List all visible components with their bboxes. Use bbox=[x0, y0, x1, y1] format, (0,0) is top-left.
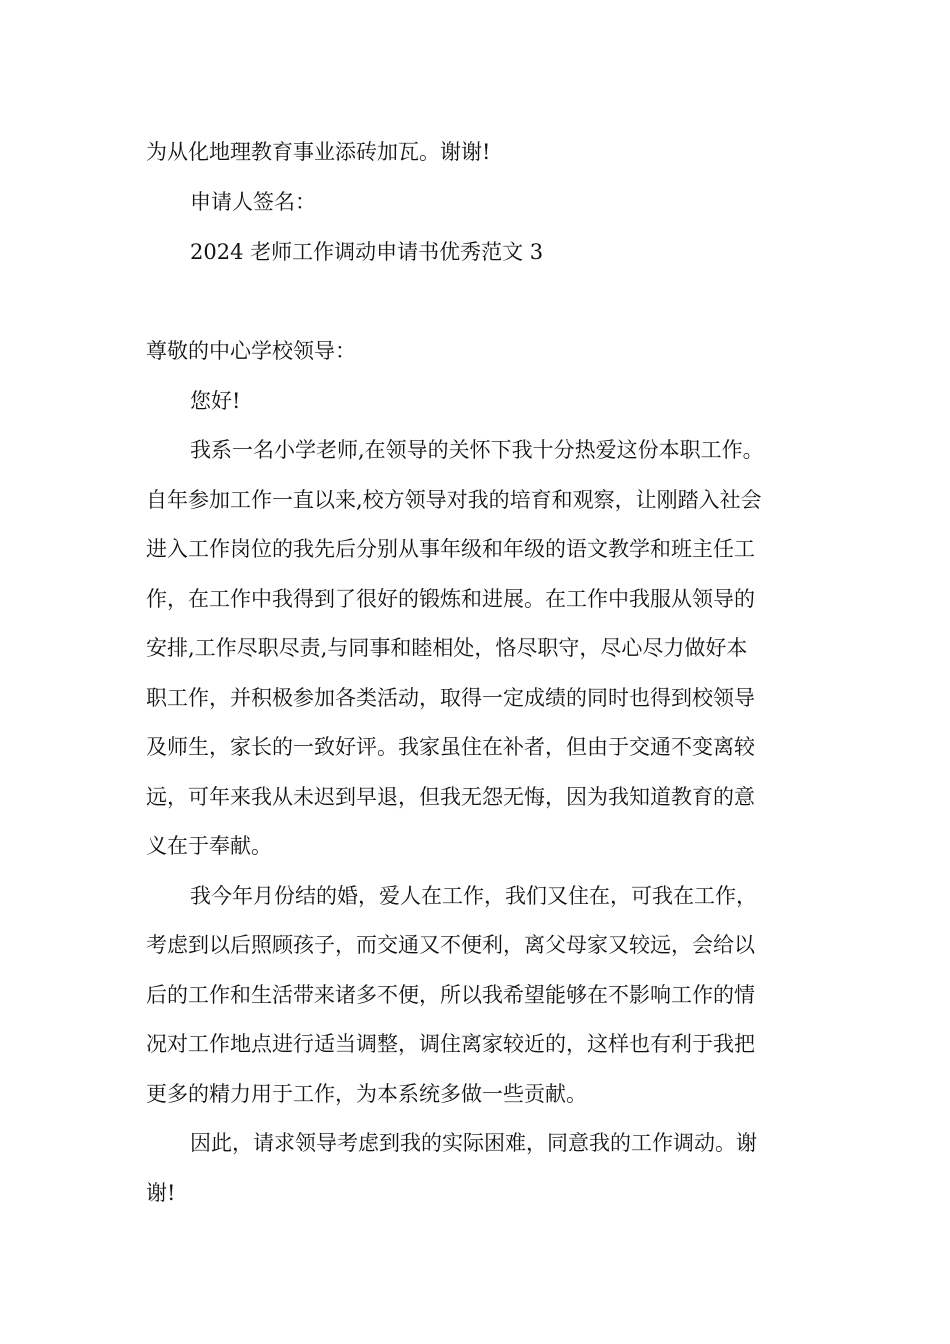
body-line: 考虑到以后照顾孩子，而交通又不便利，离父母家又较远，会给以 bbox=[146, 933, 755, 957]
greeting: 您好! bbox=[190, 389, 241, 413]
body-line: 因此，请求领导考虑到我的实际困难，同意我的工作调动。谢 bbox=[190, 1131, 757, 1155]
body-line: 况对工作地点进行适当调整，调住离家较近的，这样也有利于我把 bbox=[146, 1032, 755, 1056]
body-line: 义在于奉献。 bbox=[146, 834, 272, 858]
body-line: 及师生，家长的一致好评。我家虽住在补者，但由于交通不变离较 bbox=[146, 735, 755, 759]
body-line: 后的工作和生活带来诸多不便，所以我希望能够在不影响工作的情 bbox=[146, 983, 755, 1007]
body-line: 作，在工作中我得到了很好的锻炼和进展。在工作中我服从领导的 bbox=[146, 587, 755, 611]
body-line: 更多的精力用于工作，为本系统多做一些贡献。 bbox=[146, 1082, 587, 1106]
body-line: 谢! bbox=[146, 1181, 176, 1205]
body-line: 远，可年来我从未迟到早退，但我无怨无悔，因为我知道教育的意 bbox=[146, 785, 755, 809]
section-heading: 2024 老师工作调动申请书优秀范文 3 bbox=[190, 240, 544, 264]
body-line: 职工作，并积极参加各类活动，取得一定成绩的同时也得到校领导 bbox=[146, 686, 755, 710]
paragraph-closing-line: 为从化地理教育事业添砖加瓦。谢谢! bbox=[146, 140, 491, 164]
body-line: 进入工作岗位的我先后分别从事年级和年级的语文教学和班主任工 bbox=[146, 537, 755, 561]
signature-label: 申请人签名： bbox=[190, 190, 316, 214]
body-line: 安排,工作尽职尽责,与同事和睦相处，恪尽职守，尽心尽力做好本 bbox=[146, 636, 748, 660]
body-line: 我今年月份结的婚，爱人在工作，我们又住在，可我在工作， bbox=[190, 884, 757, 908]
salutation: 尊敬的中心学校领导： bbox=[146, 339, 356, 363]
body-line: 我系一名小学老师,在领导的关怀下我十分热爱这份本职工作。 bbox=[190, 438, 764, 462]
body-line: 自年参加工作一直以来,校方领导对我的培育和观察，让刚踏入社会 bbox=[146, 488, 762, 512]
